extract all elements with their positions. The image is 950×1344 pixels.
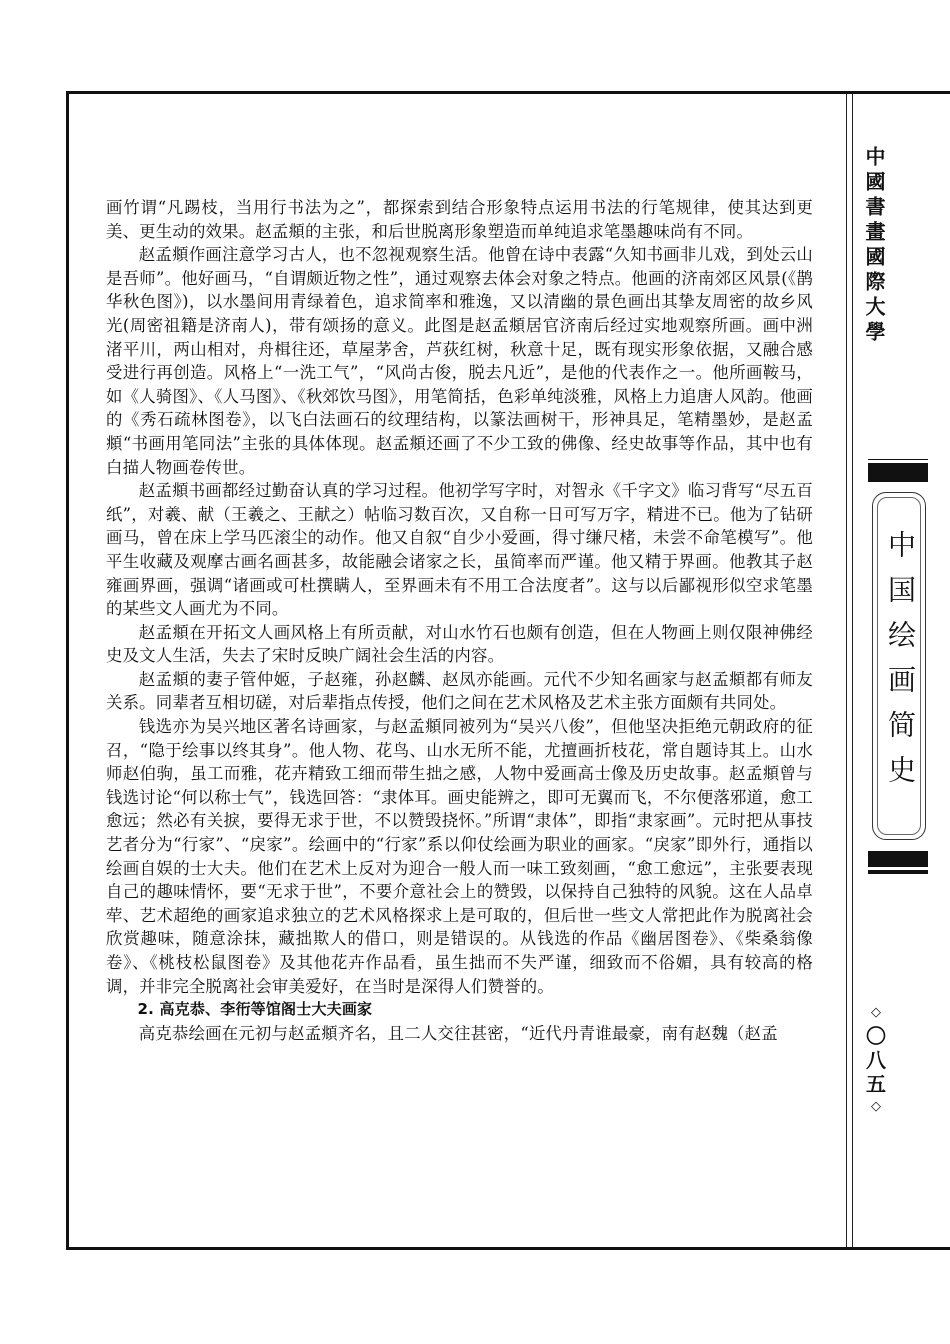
- paragraph: 赵孟頫在开拓文人画风格上有所贡献，对山水竹石也颇有创造，但在人物画上则仅限神佛经史及文人生活，失去了宋时反映广阔社会生活的内容。: [106, 622, 813, 666]
- school-name: 中國書畫國際大學: [862, 146, 886, 346]
- page-number-digit: 八: [866, 1048, 886, 1072]
- section-heading: 2. 高克恭、李衎等馆阁士大夫画家: [137, 1000, 373, 1019]
- frame-left-rule: [66, 91, 69, 1250]
- main-text: [106, 196, 813, 1045]
- diamond-icon: ◇: [871, 1099, 881, 1114]
- paragraph: 钱选亦为吴兴地区著名诗画家，与赵孟頫同被列为“吴兴八俊”，但他坚决拒绝元朝政府的征召，“隐于绘事以终其身”。他人物、花鸟、山水无所不能，尤擅画折枝花，常自题诗其上。山水师赵伯驹，虽工而雅，花卉精致工细而带生拙之感，人物中爱画高士像及历史故事。赵孟頫曾与钱选讨论“何以称士气”，钱选回答：“隶体耳。画史能辨之，即可无翼而飞，不尔便落邪道，愈工愈远；然必有关捩，要得无求于世，不以赞毁挠怀。”所谓“隶体”，即指“隶家画”。元时把从事技艺者分为“行家”、“戾家”。绘画中的“行家”系以仰仗绘画为职业的画家。“戾家”即外行，通指以绘画自娱的士大夫。他们在艺术上反对为迎合一般人而一味工致刻画，“愈工愈远”，主张要表现自己的趣味情怀，要“无求于世”，不要介意社会上的赞毁，以保持自己独特的风貌。这在人品卓荦、艺术超绝的画家追求独立的艺术风格探求上是可取的，但后世一些文人常把此作为脱离社会欣赏趣味，随意涂抹，藏拙欺人的借口，则是错误的。从钱选的作品《幽居图卷》、《柴桑翁像卷》、《桃枝松鼠图卷》及其他花卉作品看，虽生拙而不失严谨，细致而不俗媚，具有较高的格调，并非完全脱离社会审美爱好，在当时是深得人们赞誉的。: [106, 717, 813, 996]
- paragraph: 高克恭绘画在元初与赵孟頫齐名，且二人交往甚密，“近代丹青谁最豪，南有赵魏（赵孟: [138, 1023, 778, 1043]
- paragraph: 赵孟頫书画都经过勤奋认真的学习过程。他初学写字时，对智永《千字文》临习背写“尽五百纸”，对羲、献（王羲之、王献之）帖临习数百次，又自称一日可写万字，精进不已。他为了钻研画马，曾在床上学马匹滚尘的动作。他又自叙“自少小爱画，得寸缣尺楮，未尝不命笔模写”。他平生收藏及观摩古画名画甚多，故能融会诸家之长，虽简率而严谨。他又精于界画。他教其子赵雍画界画，强调“诸画或可杜撰瞒人，至界画未有不用工合法度者”。这与以后鄙视形似空求笔墨的某些文人画尤为不同。: [106, 481, 813, 619]
- book-title: 中国绘画简史: [884, 530, 917, 800]
- diamond-icon: ◇: [871, 1005, 881, 1020]
- sidebar-divider-outer: [846, 94, 847, 1247]
- page-number: [864, 1002, 888, 1118]
- frame-top-rule: [66, 91, 950, 94]
- sidebar-divider-inner: [852, 94, 853, 1247]
- paragraph: 画竹谓“凡踢枝，当用行书法为之”，都探索到结合形象特点运用书法的行笔规律，使其达到更美、更生动的效果。赵孟頫的主张，和后世脱离形象塑造而单纯追求笔墨趣味尚有不同。: [106, 198, 813, 241]
- title-ornament-top: [868, 456, 928, 482]
- frame-bottom-rule: [66, 1247, 950, 1250]
- title-ornament-bottom: [868, 848, 928, 874]
- paragraph: 赵孟頫的妻子管仲姬，子赵雍，孙赵麟、赵凤亦能画。元代不少知名画家与赵孟頫都有师友关系。同辈者互相切磋，对后辈指点传授，他们之间在艺术风格及艺术主张方面颇有共同处。: [106, 669, 813, 713]
- page-number-digit: 五: [866, 1072, 886, 1096]
- paragraph: 赵孟頫作画注意学习古人，也不忽视观察生活。他曾在诗中表露“久知书画非儿戏，到处云山是吾师”。他好画马，“自谓颇近物之性”，通过观察去体会对象之特点。他画的济南郊区风景(《鹊华秋色图》)，以水墨间用青绿着色，追求简率和雅逸，又以清幽的景色画出其挚友周密的故乡风光(周密祖籍是济南人)，带有颂扬的意义。此图是赵孟頫居官济南后经过实地观察所画。画中洲渚平川，两山相对，舟楫往还，草屋茅舍，芦荻红树，秋意十足，既有现实形象依据，又融合感受进行再创造。风格上“一洗工气”，“风尚古俊，脱去凡近”，是他的代表作之一。他所画鞍马，如《人骑图》、《人马图》、《秋郊饮马图》，用笔简括，色彩单纯淡雅，风格上力追唐人风韵。他画的《秀石疏林图卷》，以飞白法画石的纹理结构，以篆法画树干，形神具足，笔精墨妙，是赵孟頫“书画用笔同法”主张的具体体现。赵孟頫还画了不少工致的佛像、经史故事等作品，其中也有白描人物画卷传世。: [106, 245, 813, 477]
- page-number-digit: 〇: [866, 1024, 886, 1048]
